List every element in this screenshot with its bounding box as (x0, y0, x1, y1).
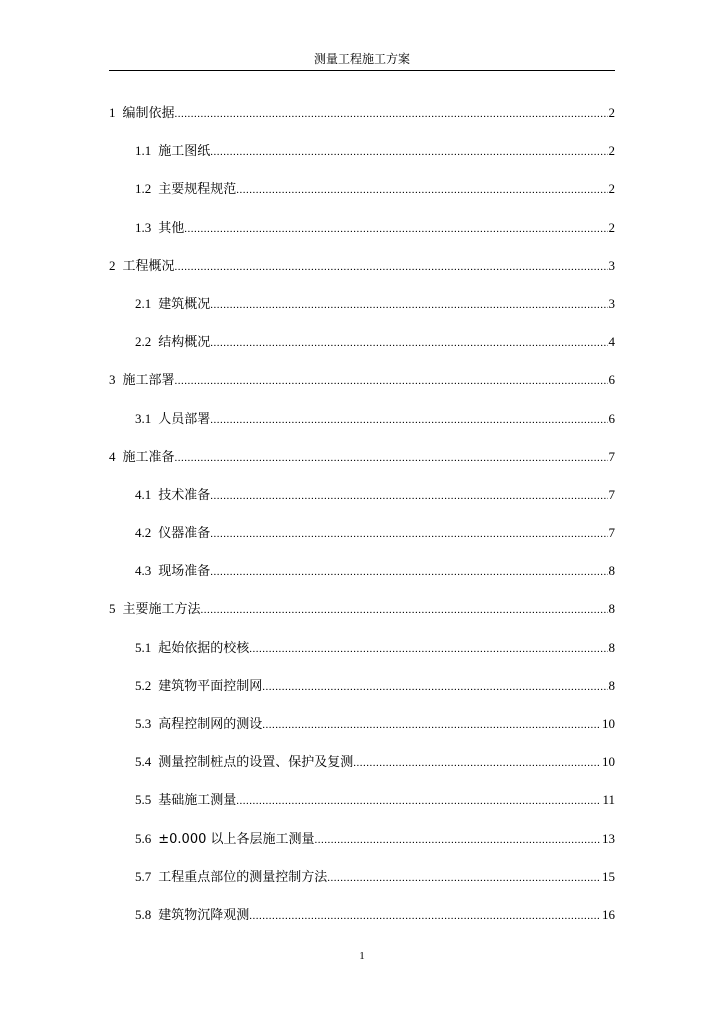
toc-entry-number: 5.4 (135, 754, 152, 770)
toc-entry-page: 2 (608, 105, 615, 120)
toc-entry[interactable] (109, 598, 615, 636)
toc-entry-page: 7 (608, 525, 615, 541)
toc-entry-page: 3 (608, 257, 615, 273)
toc-entry[interactable] (109, 560, 615, 598)
toc-dot-leader (201, 599, 608, 621)
toc-entry-title: 主要规程规范 (158, 182, 237, 198)
toc-entry[interactable] (109, 713, 615, 751)
toc-dot-leader (210, 141, 607, 163)
toc-entry-number: 5.7 (135, 868, 152, 884)
toc-entry-number: 1.3 (135, 219, 152, 235)
toc-entry-number: 3 (109, 372, 116, 388)
toc-entry-title: 施工准备 (122, 449, 175, 465)
toc-entry-page: 6 (608, 372, 615, 388)
toc-entry-number: 1 (109, 105, 116, 120)
toc-entry-title: 工程重点部位的测量控制方法 (158, 869, 328, 885)
toc-entry-number: 5.5 (135, 792, 152, 808)
toc-dot-leader (249, 905, 601, 927)
toc-entry[interactable] (109, 904, 615, 942)
toc-entry-title: 建筑概况 (158, 296, 211, 312)
page-footer (0, 950, 724, 962)
toc-entry-page: 8 (608, 677, 615, 693)
toc-entry-number: 3.1 (135, 410, 152, 426)
toc-entry-title: 基础施工测量 (158, 793, 237, 809)
toc-entry-page: 7 (608, 486, 615, 502)
toc-entry[interactable] (109, 637, 615, 675)
toc-entry[interactable] (109, 293, 615, 331)
toc-entry-number: 5.8 (135, 906, 152, 922)
toc-entry-number: 5.6 (135, 830, 152, 846)
toc-entry-page: 10 (602, 716, 615, 731)
toc-entry[interactable] (109, 178, 615, 216)
toc-entry-title: 人员部署 (158, 411, 211, 427)
toc-dot-leader (236, 790, 601, 812)
page-number: 1 (359, 950, 365, 962)
toc-dot-leader (210, 294, 607, 316)
toc-entry-title: 建筑物沉降观测 (158, 907, 250, 923)
toc-entry[interactable] (109, 522, 615, 560)
toc-dot-leader (184, 218, 607, 240)
toc-dot-leader (262, 714, 601, 736)
toc-dot-leader (175, 103, 608, 125)
toc-entry-number: 4.2 (135, 525, 152, 541)
toc-dot-leader (210, 523, 607, 545)
toc-entry-page: 13 (602, 830, 615, 846)
toc-entry-page: 15 (602, 868, 615, 884)
toc-entry[interactable] (109, 751, 615, 789)
toc-entry-title: 建筑物平面控制网 (158, 678, 263, 694)
toc-entry-page: 4 (608, 334, 615, 350)
toc-entry-number: 4 (109, 448, 116, 464)
toc-dot-leader (210, 332, 607, 354)
toc-entry-page: 8 (608, 639, 615, 655)
toc-entry-page: 3 (608, 295, 615, 311)
toc-entry-number: 2.2 (135, 334, 152, 350)
toc-entry-title: 主要施工方法 (122, 602, 201, 618)
toc-entry-page: 10 (602, 754, 615, 770)
toc-dot-leader (210, 561, 607, 583)
toc-entry[interactable] (109, 102, 615, 140)
toc-dot-leader (175, 447, 608, 469)
toc-entry[interactable] (109, 446, 615, 484)
toc-entry-title: 起始依据的校核 (158, 640, 250, 656)
toc-dot-leader (236, 179, 607, 201)
toc-entry-title: 其他 (158, 220, 185, 236)
toc-entry-title: 现场准备 (158, 564, 211, 580)
toc-entry-number: 5.1 (135, 639, 152, 655)
toc-entry[interactable] (109, 484, 615, 522)
document-title: 测量工程施工方案 (313, 52, 410, 66)
toc-entry-page: 2 (608, 143, 615, 159)
toc-dot-leader (315, 829, 602, 851)
toc-entry-title: 高程控制网的测设 (158, 717, 263, 732)
toc-entry-page: 2 (608, 181, 615, 197)
toc-entry-page: 6 (608, 410, 615, 426)
toc-entry-number: 1.1 (135, 143, 152, 159)
toc-entry[interactable] (109, 140, 615, 178)
toc-entry-number: 5.2 (135, 677, 152, 693)
toc-entry[interactable] (109, 217, 615, 255)
toc-dot-leader (249, 638, 607, 660)
toc-dot-leader (210, 485, 607, 507)
toc-entry-title: 施工部署 (122, 373, 175, 389)
toc-entry-number: 2.1 (135, 295, 152, 311)
toc-entry-page: 11 (602, 792, 615, 808)
toc-entry-number: 5.3 (135, 716, 152, 731)
toc-entry[interactable] (109, 828, 615, 866)
toc-entry[interactable] (109, 255, 615, 293)
toc-entry-title: ±0.000 以上各层施工测量 (158, 831, 315, 847)
toc-entry-number: 4.1 (135, 486, 152, 502)
toc-entry-title: 结构概况 (158, 335, 211, 351)
toc-entry-number: 5 (109, 601, 116, 617)
toc-entry-title: 工程概况 (122, 258, 175, 274)
toc-entry-title: 编制依据 (122, 106, 175, 121)
toc-entry[interactable] (109, 675, 615, 713)
toc-entry-page: 8 (608, 601, 615, 617)
toc-entry[interactable] (109, 331, 615, 369)
toc-dot-leader (262, 676, 607, 698)
toc-dot-leader (175, 370, 608, 392)
toc-entry[interactable] (109, 789, 615, 827)
page-header (109, 50, 615, 71)
toc-entry[interactable] (109, 866, 615, 904)
toc-entry-title: 施工图纸 (158, 144, 211, 160)
toc-entry-page: 7 (608, 448, 615, 464)
toc-entry-page: 2 (608, 219, 615, 235)
toc-entry[interactable] (109, 369, 615, 407)
toc-entry-number: 1.2 (135, 181, 152, 197)
toc-dot-leader (353, 752, 601, 774)
toc-entry-number: 4.3 (135, 563, 152, 579)
toc-entry-page: 16 (602, 906, 615, 922)
toc-dot-leader (327, 867, 601, 889)
toc-dot-leader (175, 256, 608, 278)
toc-entry[interactable] (109, 408, 615, 446)
toc-entry-number: 2 (109, 257, 116, 273)
toc-dot-leader (210, 409, 607, 431)
toc-entry-page: 8 (608, 563, 615, 579)
toc-entry-title: 技术准备 (158, 487, 211, 503)
toc-entry-title: 仪器准备 (158, 526, 211, 542)
toc-entry-title: 测量控制桩点的设置、保护及复测 (158, 755, 354, 771)
table-of-contents (109, 102, 615, 942)
